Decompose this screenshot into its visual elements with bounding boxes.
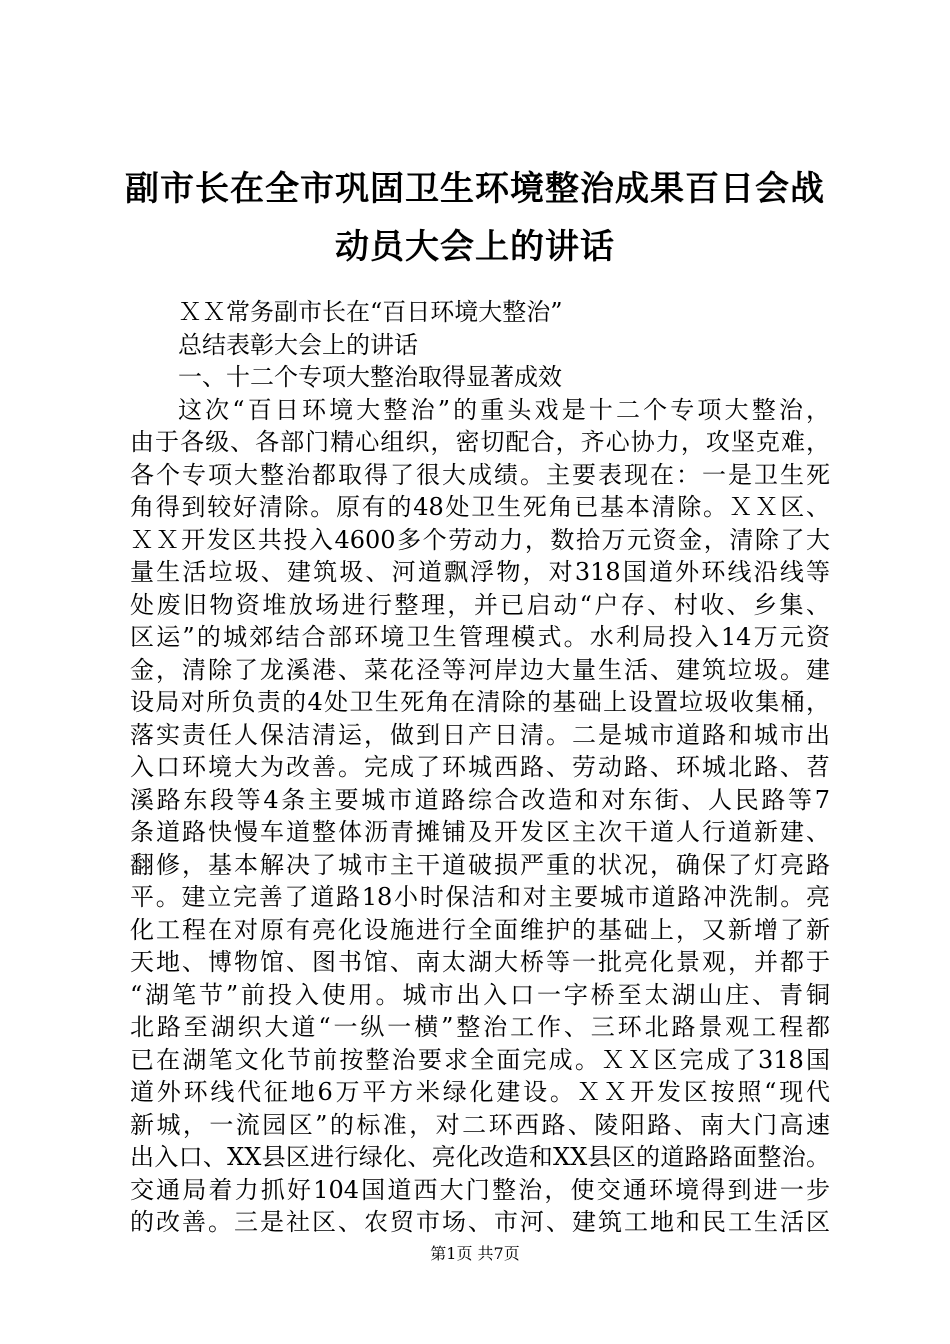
body-line: 条道路快慢车道整体沥青摊铺及开发区主次干道人行道新建、 (130, 818, 830, 846)
body-line: 溪路东段等4条主要城市道路综合改造和对东街、人民路等7 (130, 785, 830, 814)
document-body (130, 296, 830, 1239)
body-line: 已在湖笔文化节前按整治要求全面完成。ＸＸ区完成了318国 (130, 1045, 830, 1074)
body-line: 角得到较好清除。原有的48处卫生死角已基本清除。ＸＸ区、 (130, 493, 830, 521)
body-line: ＸＸ常务副市长在“百日环境大整治” (178, 298, 563, 326)
document-title (110, 160, 840, 276)
body-line: 总结表彰大会上的讲话 (178, 330, 418, 359)
body-line: 新城，一流园区”的标准，对二环西路、陵阳路、南大门高速 (130, 1110, 830, 1139)
title-line-1: 副市长在全市巩固卫生环境整治成果百日会战 (125, 169, 825, 209)
page-number: 第1页 共7页 (430, 1244, 520, 1263)
body-line: 化工程在对原有亮化设施进行全面维护的基础上，又新增了新 (130, 915, 830, 944)
body-line: 这次“百日环境大整治”的重头戏是十二个专项大整治， (178, 395, 830, 424)
body-line: 金，清除了龙溪港、菜花泾等河岸边大量生活、建筑垃圾。建 (130, 655, 830, 684)
body-line: 的改善。三是社区、农贸市场、市河、建筑工地和民工生活区 (130, 1208, 830, 1236)
body-line: 道外环线代征地6万平方米绿化建设。ＸＸ开发区按照“现代 (130, 1078, 830, 1106)
page-footer (0, 1244, 950, 1264)
body-line: 区运”的城郊结合部环境卫生管理模式。水利局投入14万元资 (130, 623, 830, 651)
title-line-2: 动员大会上的讲话 (335, 227, 615, 267)
section-heading: 一、十二个专项大整治取得显著成效 (178, 363, 562, 391)
body-line: 设局对所负责的4处卫生死角在清除的基础上设置垃圾收集桶， (130, 688, 830, 716)
body-line: ＸＸ开发区共投入4600多个劳动力，数拾万元资金，清除了大 (130, 525, 830, 554)
body-line: 出入口、XX县区进行绿化、亮化改造和XX县区的道路路面整治。 (130, 1143, 830, 1171)
body-line: “湖笔节”前投入使用。城市出入口一字桥至太湖山庄、青铜 (130, 980, 830, 1009)
body-line: 北路至湖织大道“一纵一横”整治工作、三环北路景观工程都 (130, 1013, 830, 1041)
body-line: 落实责任人保洁清运，做到日产日清。二是城市道路和城市出 (130, 720, 830, 749)
body-line: 入口环境大为改善。完成了环城西路、劳动路、环城北路、苕 (130, 753, 830, 781)
body-line: 交通局着力抓好104国道西大门整治，使交通环境得到进一步 (130, 1175, 830, 1204)
body-line: 翻修，基本解决了城市主干道破损严重的状况，确保了灯亮路 (130, 850, 830, 879)
body-line: 处废旧物资堆放场进行整理，并已启动“户存、村收、乡集、 (130, 590, 830, 619)
body-line: 各个专项大整治都取得了很大成绩。主要表现在：一是卫生死 (130, 460, 830, 489)
body-line: 量生活垃圾、建筑圾、河道飘浮物，对318国道外环线沿线等 (130, 558, 830, 586)
body-line: 由于各级、各部门精心组织，密切配合，齐心协力，攻坚克难， (130, 428, 830, 456)
body-line: 平。建立完善了道路18小时保洁和对主要城市道路冲洗制。亮 (130, 883, 830, 911)
body-line: 天地、博物馆、图书馆、南太湖大桥等一批亮化景观，并都于 (130, 948, 830, 976)
